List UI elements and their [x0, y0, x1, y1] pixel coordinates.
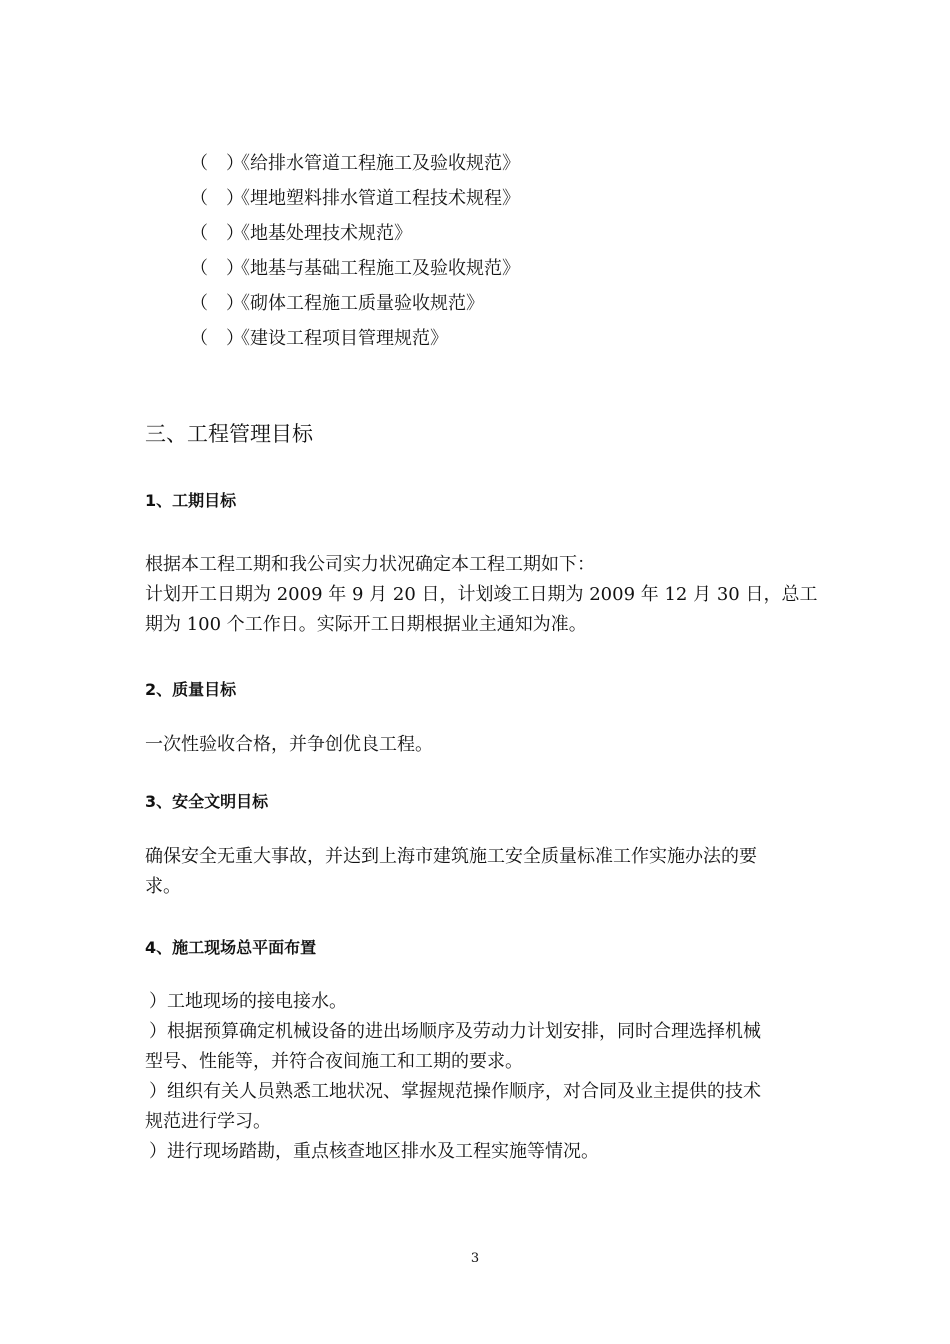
- list-item-continuation: 型号、性能等，并符合夜间施工和工期的要求。: [145, 1051, 523, 1072]
- quality-heading: 2、质量目标: [145, 680, 237, 699]
- paragraph-line: 一次性验收合格，并争创优良工程。: [145, 734, 433, 755]
- standard-item: [190, 220, 830, 255]
- paragraph-line: 求。: [145, 876, 181, 897]
- section-title: 三、工程管理目标: [145, 422, 313, 446]
- paragraph-line: 确保安全无重大事故，并达到上海市建筑施工安全质量标准工作实施办法的要: [145, 846, 757, 867]
- list-item: ）组织有关人员熟悉工地状况、掌握规范操作顺序，对合同及业主提供的技术: [149, 1081, 761, 1102]
- standard-item: [190, 290, 830, 325]
- schedule-heading: 1、工期目标: [145, 491, 237, 510]
- standard-title: 《建设工程项目管理规范》: [232, 328, 448, 349]
- list-item: ）进行现场踏勘，重点核查地区排水及工程实施等情况。: [149, 1141, 599, 1162]
- safety-heading: 3、安全文明目标: [145, 792, 269, 811]
- standard-item: [190, 255, 830, 290]
- standard-title: 《地基处理技术规范》: [232, 223, 412, 244]
- paragraph-line: 期为 100 个工作日。实际开工日期根据业主通知为准。: [145, 614, 587, 635]
- check-parentheses: （ ）: [190, 153, 244, 174]
- list-item: ）根据预算确定机械设备的进出场顺序及劳动力计划安排，同时合理选择机械: [149, 1021, 761, 1042]
- check-parentheses: （ ）: [190, 328, 244, 349]
- schedule-paragraph: [145, 550, 818, 640]
- standard-title: 《地基与基础工程施工及验收规范》: [232, 258, 520, 279]
- quality-paragraph: [145, 730, 810, 760]
- site-layout-paragraph: [145, 987, 810, 1167]
- list-item: ）工地现场的接电接水。: [149, 991, 347, 1012]
- paragraph-line: 计划开工日期为 2009 年 9 月 20 日，计划竣工日期为 2009 年 12 月 30 日，总工: [145, 584, 818, 605]
- standard-title: 《埋地塑料排水管道工程技术规程》: [232, 188, 520, 209]
- check-parentheses: （ ）: [190, 188, 244, 209]
- standard-item: [190, 185, 830, 220]
- check-parentheses: （ ）: [190, 223, 244, 244]
- check-parentheses: （ ）: [190, 293, 244, 314]
- standards-list: [190, 150, 830, 360]
- check-parentheses: （ ）: [190, 258, 244, 279]
- standard-item: [190, 150, 830, 185]
- paragraph-line: 根据本工程工期和我公司实力状况确定本工程工期如下：: [145, 554, 595, 575]
- site-layout-heading: 4、施工现场总平面布置: [145, 938, 317, 957]
- page-number: 3: [470, 1251, 480, 1266]
- standard-title: 《给排水管道工程施工及验收规范》: [232, 153, 520, 174]
- standard-title: 《砌体工程施工质量验收规范》: [232, 293, 484, 314]
- standard-item: [190, 325, 830, 360]
- safety-paragraph: [145, 842, 810, 902]
- list-item-continuation: 规范进行学习。: [145, 1111, 271, 1132]
